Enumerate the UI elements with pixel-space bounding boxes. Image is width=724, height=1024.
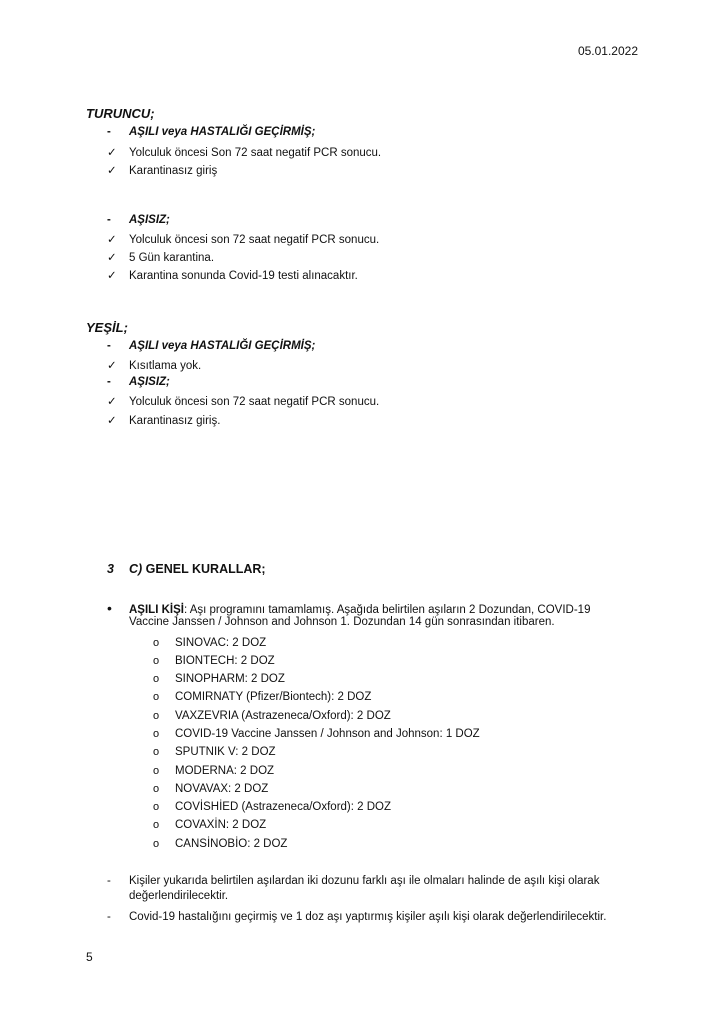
note-item: - Kişiler yukarıda belirtilen aşılardan iki dozunu farklı aşı ile olmaları halinde de aşılı kişi olarak değerlendirilecektir.: [107, 875, 600, 902]
vaccine-item: o NOVAVAX: 2 DOZ: [153, 783, 269, 795]
circle-bullet-icon: o: [153, 710, 160, 722]
circle-bullet-icon: o: [153, 746, 160, 758]
circle-bullet-icon: o: [153, 783, 160, 795]
circle-bullet-icon: o: [153, 691, 160, 703]
vaccine-item: o SINOVAC: 2 DOZ: [153, 637, 267, 649]
check-icon: ✓: [107, 270, 117, 282]
asili-kisi-definition: • AŞILI KİŞİ: Aşı programını tamamlamış. Aşağıda belirtilen aşıların 2 Dozundan, COVID-19 Vaccine Janssen / Johnson and Johnson 1. Dozundan 14 gün sonrasından itibaren.: [107, 600, 591, 628]
list-item: ✓ Karantinasız giriş.: [107, 415, 221, 427]
vaccine-item: o SINOPHARM: 2 DOZ: [153, 673, 285, 685]
list-item: ✓ Yolculuk öncesi Son 72 saat negatif PCR sonucu.: [107, 147, 382, 159]
circle-bullet-icon: o: [153, 765, 160, 777]
list-item: ✓ Karantinasız giriş: [107, 165, 218, 177]
bullet-icon: •: [107, 600, 112, 616]
list-item: ✓ Yolculuk öncesi son 72 saat negatif PCR sonucu.: [107, 396, 380, 408]
subheading-asisiz-turuncu: - AŞISIZ;: [107, 214, 170, 226]
circle-bullet-icon: o: [153, 728, 160, 740]
vaccine-item: o COVAXİN: 2 DOZ: [153, 819, 267, 831]
vaccine-item: o VAXZEVRIA (Astrazeneca/Oxford): 2 DOZ: [153, 710, 391, 722]
dash-marker: -: [107, 911, 111, 923]
list-item: ✓ Karantina sonunda Covid-19 testi alınacaktır.: [107, 270, 358, 282]
circle-bullet-icon: o: [153, 673, 160, 685]
subheading-asili-turuncu: - AŞILI veya HASTALIĞI GEÇİRMİŞ;: [107, 126, 316, 138]
check-icon: ✓: [107, 147, 117, 159]
circle-bullet-icon: o: [153, 819, 160, 831]
section-title-turuncu: TURUNCU;: [86, 106, 155, 121]
vaccine-item: o COMIRNATY (Pfizer/Biontech): 2 DOZ: [153, 691, 372, 703]
check-icon: ✓: [107, 234, 117, 246]
circle-bullet-icon: o: [153, 801, 160, 813]
circle-bullet-icon: o: [153, 637, 160, 649]
vaccine-item: o SPUTNIK V: 2 DOZ: [153, 746, 276, 758]
section-title-yesil: YEŞİL;: [86, 320, 128, 335]
dash-marker: -: [107, 376, 111, 388]
page-number: 5: [86, 950, 93, 964]
check-icon: ✓: [107, 360, 117, 372]
subheading-asisiz-yesil: - AŞISIZ;: [107, 376, 170, 388]
circle-bullet-icon: o: [153, 838, 160, 850]
vaccine-item: o BIONTECH: 2 DOZ: [153, 655, 275, 667]
vaccine-item: o COVİSHİED (Astrazeneca/Oxford): 2 DOZ: [153, 801, 392, 813]
list-item: ✓ 5 Gün karantina.: [107, 252, 215, 264]
document-date: 05.01.2022: [577, 44, 638, 58]
vaccine-item: o COVID-19 Vaccine Janssen / Johnson and Johnson: 1 DOZ: [153, 728, 480, 740]
list-item: ✓ Yolculuk öncesi son 72 saat negatif PCR sonucu.: [107, 234, 380, 246]
note-item: - Covid-19 hastalığını geçirmiş ve 1 doz aşı yaptırmış kişiler aşılı kişi olarak değerlendirilecektir.: [107, 911, 607, 923]
check-icon: ✓: [107, 415, 117, 427]
dash-marker: -: [107, 214, 111, 226]
dash-marker: -: [107, 340, 111, 352]
check-icon: ✓: [107, 396, 117, 408]
dash-marker: -: [107, 875, 111, 887]
vaccine-item: o CANSİNOBİO: 2 DOZ: [153, 838, 288, 850]
subheading-asili-yesil: - AŞILI veya HASTALIĞI GEÇİRMİŞ;: [107, 340, 316, 352]
check-icon: ✓: [107, 252, 117, 264]
circle-bullet-icon: o: [153, 655, 160, 667]
check-icon: ✓: [107, 165, 117, 177]
dash-marker: -: [107, 126, 111, 138]
list-item: ✓ Kısıtlama yok.: [107, 360, 202, 372]
vaccine-item: o MODERNA: 2 DOZ: [153, 765, 275, 777]
section-heading-genel-kurallar: 3 C) GENEL KURALLAR;: [107, 562, 266, 576]
